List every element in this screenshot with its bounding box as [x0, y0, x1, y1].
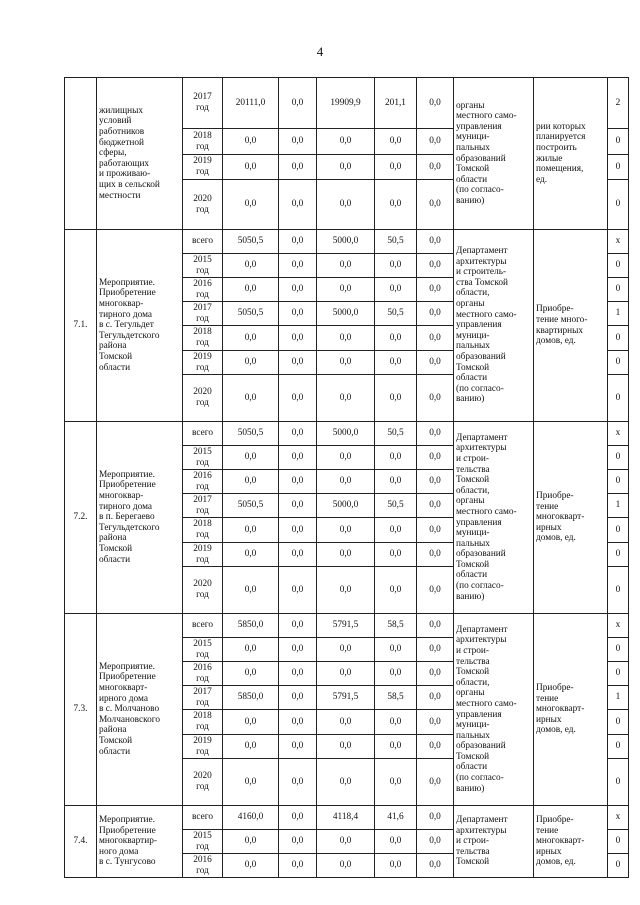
- page-number: 4: [316, 44, 324, 59]
- other-cell: 0,0: [417, 806, 454, 830]
- local-cell: 0,0: [375, 759, 417, 806]
- executor-cell: Департамент архитектуры и строитель- ства Томской области, органы местного само- управления муници- пальных образований Томской области (по согласо- ванию): [454, 230, 534, 422]
- period-cell: всего: [183, 614, 223, 638]
- regional-cell: 0,0: [317, 567, 375, 614]
- federal-cell: 0,0: [279, 446, 317, 470]
- regional-cell: 0,0: [317, 830, 375, 854]
- period-cell: 2018 год: [183, 518, 223, 543]
- local-cell: 0,0: [375, 446, 417, 470]
- period-cell: 2017 год: [183, 686, 223, 710]
- total-cell: 0,0: [223, 375, 279, 422]
- local-cell: 0,0: [375, 830, 417, 854]
- item-name: Мероприятие. Приобретение многоквар- тирного дома в п. Берегаево Тегульдетского района Томской области: [97, 422, 183, 614]
- target-value-cell: 0: [608, 735, 629, 759]
- other-cell: 0,0: [417, 351, 454, 375]
- federal-cell: 0,0: [279, 543, 317, 567]
- regional-cell: 0,0: [317, 129, 375, 155]
- total-cell: 0,0: [223, 662, 279, 686]
- total-cell: 0,0: [223, 518, 279, 543]
- table-row: [65, 422, 629, 446]
- total-cell: 5050,5: [223, 422, 279, 446]
- total-cell: 0,0: [223, 567, 279, 614]
- regional-cell: 19909,9: [317, 78, 375, 129]
- regional-cell: 0,0: [317, 854, 375, 878]
- target-value-cell: 0: [608, 180, 629, 230]
- local-cell: 50,5: [375, 302, 417, 326]
- regional-cell: 5000,0: [317, 422, 375, 446]
- total-cell: 0,0: [223, 830, 279, 854]
- local-cell: 0,0: [375, 375, 417, 422]
- indicator-cell: Приобре- тение многокварт- ирных домов, ед.: [534, 614, 608, 806]
- other-cell: 0,0: [417, 470, 454, 494]
- federal-cell: 0,0: [279, 78, 317, 129]
- federal-cell: 0,0: [279, 735, 317, 759]
- federal-cell: 0,0: [279, 518, 317, 543]
- period-cell: 2019 год: [183, 735, 223, 759]
- local-cell: 0,0: [375, 278, 417, 302]
- executor-cell: Департамент архитектуры и строи- тельства Томской области, органы местного само- управления муници- пальных образований Томской области (по согласо- ванию): [454, 422, 534, 614]
- period-cell: всего: [183, 230, 223, 254]
- period-cell: 2020 год: [183, 759, 223, 806]
- period-cell: 2017 год: [183, 78, 223, 129]
- target-value-cell: 0: [608, 830, 629, 854]
- federal-cell: 0,0: [279, 326, 317, 351]
- table-row: [65, 78, 629, 129]
- target-value-cell: 0: [608, 854, 629, 878]
- total-cell: 0,0: [223, 759, 279, 806]
- federal-cell: 0,0: [279, 375, 317, 422]
- other-cell: 0,0: [417, 155, 454, 180]
- local-cell: 58,5: [375, 614, 417, 638]
- period-cell: 2015 год: [183, 446, 223, 470]
- other-cell: 0,0: [417, 662, 454, 686]
- total-cell: 0,0: [223, 470, 279, 494]
- target-value-cell: 0: [608, 759, 629, 806]
- local-cell: 58,5: [375, 686, 417, 710]
- local-cell: 0,0: [375, 155, 417, 180]
- other-cell: 0,0: [417, 254, 454, 278]
- other-cell: 0,0: [417, 278, 454, 302]
- federal-cell: 0,0: [279, 180, 317, 230]
- local-cell: 0,0: [375, 567, 417, 614]
- period-cell: 2015 год: [183, 638, 223, 662]
- target-value-cell: 0: [608, 278, 629, 302]
- local-cell: 0,0: [375, 180, 417, 230]
- target-value-cell: 0: [608, 254, 629, 278]
- local-cell: 201,1: [375, 78, 417, 129]
- federal-cell: 0,0: [279, 662, 317, 686]
- other-cell: 0,0: [417, 422, 454, 446]
- federal-cell: 0,0: [279, 494, 317, 518]
- federal-cell: 0,0: [279, 470, 317, 494]
- local-cell: 50,5: [375, 494, 417, 518]
- target-value-cell: 0: [608, 662, 629, 686]
- federal-cell: 0,0: [279, 254, 317, 278]
- program-table: [64, 77, 629, 878]
- item-name: Мероприятие. Приобретение многоквартир- ного дома в с. Тунгусово: [97, 806, 183, 878]
- federal-cell: 0,0: [279, 351, 317, 375]
- regional-cell: 5000,0: [317, 302, 375, 326]
- executor-cell: Департамент архитектуры и строи- тельства Томской области, органы местного само- управления муници- пальных образований Томской области (по согласо- ванию): [454, 614, 534, 806]
- item-number: 7.3.: [65, 614, 97, 806]
- other-cell: 0,0: [417, 567, 454, 614]
- total-cell: 4160,0: [223, 806, 279, 830]
- regional-cell: 0,0: [317, 662, 375, 686]
- total-cell: 0,0: [223, 254, 279, 278]
- regional-cell: 0,0: [317, 518, 375, 543]
- other-cell: 0,0: [417, 302, 454, 326]
- period-cell: 2015 год: [183, 830, 223, 854]
- other-cell: 0,0: [417, 854, 454, 878]
- target-value-cell: x: [608, 422, 629, 446]
- federal-cell: 0,0: [279, 567, 317, 614]
- other-cell: 0,0: [417, 129, 454, 155]
- indicator-cell: Приобре- тение многокварт- ирных домов, ед.: [534, 806, 608, 878]
- federal-cell: 0,0: [279, 686, 317, 710]
- target-value-cell: 2: [608, 78, 629, 129]
- regional-cell: 5000,0: [317, 230, 375, 254]
- total-cell: 5850,0: [223, 686, 279, 710]
- regional-cell: 0,0: [317, 278, 375, 302]
- period-cell: 2019 год: [183, 543, 223, 567]
- period-cell: всего: [183, 806, 223, 830]
- target-value-cell: 0: [608, 129, 629, 155]
- target-value-cell: 0: [608, 155, 629, 180]
- other-cell: 0,0: [417, 735, 454, 759]
- regional-cell: 5791,5: [317, 686, 375, 710]
- federal-cell: 0,0: [279, 759, 317, 806]
- target-value-cell: 0: [608, 518, 629, 543]
- federal-cell: 0,0: [279, 830, 317, 854]
- regional-cell: 0,0: [317, 710, 375, 735]
- regional-cell: 0,0: [317, 326, 375, 351]
- period-cell: всего: [183, 422, 223, 446]
- period-cell: 2016 год: [183, 470, 223, 494]
- period-cell: 2019 год: [183, 351, 223, 375]
- target-value-cell: 1: [608, 494, 629, 518]
- local-cell: 50,5: [375, 230, 417, 254]
- total-cell: 0,0: [223, 735, 279, 759]
- total-cell: 0,0: [223, 326, 279, 351]
- other-cell: 0,0: [417, 686, 454, 710]
- local-cell: 0,0: [375, 710, 417, 735]
- item-number: 7.2.: [65, 422, 97, 614]
- regional-cell: 0,0: [317, 638, 375, 662]
- local-cell: 0,0: [375, 326, 417, 351]
- local-cell: 0,0: [375, 854, 417, 878]
- target-value-cell: 1: [608, 302, 629, 326]
- federal-cell: 0,0: [279, 854, 317, 878]
- other-cell: 0,0: [417, 638, 454, 662]
- period-cell: 2020 год: [183, 375, 223, 422]
- regional-cell: 0,0: [317, 254, 375, 278]
- period-cell: 2017 год: [183, 302, 223, 326]
- total-cell: 0,0: [223, 710, 279, 735]
- item-name: Мероприятие. Приобретение многокварт- ирного дома в с. Молчаново Молчановского района Томской области: [97, 614, 183, 806]
- total-cell: 0,0: [223, 155, 279, 180]
- period-cell: 2017 год: [183, 494, 223, 518]
- federal-cell: 0,0: [279, 638, 317, 662]
- local-cell: 0,0: [375, 735, 417, 759]
- other-cell: 0,0: [417, 830, 454, 854]
- federal-cell: 0,0: [279, 278, 317, 302]
- target-value-cell: 1: [608, 686, 629, 710]
- federal-cell: 0,0: [279, 230, 317, 254]
- federal-cell: 0,0: [279, 806, 317, 830]
- executor-cell: органы местного само- управления муници- пальных образований Томской области (по согласо- ванию): [454, 78, 534, 230]
- total-cell: 0,0: [223, 278, 279, 302]
- other-cell: 0,0: [417, 710, 454, 735]
- other-cell: 0,0: [417, 446, 454, 470]
- regional-cell: 0,0: [317, 180, 375, 230]
- item-number: 7.1.: [65, 230, 97, 422]
- target-value-cell: 0: [608, 470, 629, 494]
- target-value-cell: 0: [608, 567, 629, 614]
- other-cell: 0,0: [417, 230, 454, 254]
- local-cell: 41,6: [375, 806, 417, 830]
- table-row: [65, 230, 629, 254]
- local-cell: 0,0: [375, 254, 417, 278]
- regional-cell: 0,0: [317, 759, 375, 806]
- period-cell: 2020 год: [183, 567, 223, 614]
- table-row: [65, 806, 629, 830]
- regional-cell: 0,0: [317, 735, 375, 759]
- other-cell: 0,0: [417, 494, 454, 518]
- period-cell: 2018 год: [183, 326, 223, 351]
- total-cell: 0,0: [223, 854, 279, 878]
- regional-cell: 0,0: [317, 470, 375, 494]
- item-number: [65, 78, 97, 230]
- target-value-cell: 0: [608, 543, 629, 567]
- indicator-cell: Приобре- тение многокварт- ирных домов, ед.: [534, 422, 608, 614]
- local-cell: 0,0: [375, 543, 417, 567]
- item-name: Мероприятие. Приобретение многоквар- тирного дома в с. Тегульдет Тегульдетского района Томской области: [97, 230, 183, 422]
- total-cell: 0,0: [223, 543, 279, 567]
- target-value-cell: 0: [608, 710, 629, 735]
- period-cell: 2018 год: [183, 710, 223, 735]
- total-cell: 0,0: [223, 638, 279, 662]
- item-number: 7.4.: [65, 806, 97, 878]
- regional-cell: 0,0: [317, 155, 375, 180]
- indicator-cell: рии которых планируется построить жилые помещения, ед.: [534, 78, 608, 230]
- total-cell: 0,0: [223, 446, 279, 470]
- local-cell: 0,0: [375, 351, 417, 375]
- regional-cell: 0,0: [317, 351, 375, 375]
- indicator-cell: Приобре- тение много- квартирных домов, ед.: [534, 230, 608, 422]
- other-cell: 0,0: [417, 759, 454, 806]
- federal-cell: 0,0: [279, 302, 317, 326]
- total-cell: 5050,5: [223, 230, 279, 254]
- target-value-cell: x: [608, 806, 629, 830]
- federal-cell: 0,0: [279, 155, 317, 180]
- federal-cell: 0,0: [279, 129, 317, 155]
- regional-cell: 5791,5: [317, 614, 375, 638]
- total-cell: 5850,0: [223, 614, 279, 638]
- executor-cell: Департамент архитектуры и строи- тельства Томской: [454, 806, 534, 878]
- total-cell: 0,0: [223, 129, 279, 155]
- target-value-cell: 0: [608, 375, 629, 422]
- regional-cell: 0,0: [317, 375, 375, 422]
- local-cell: 0,0: [375, 129, 417, 155]
- period-cell: 2018 год: [183, 129, 223, 155]
- total-cell: 5050,5: [223, 302, 279, 326]
- total-cell: 0,0: [223, 180, 279, 230]
- other-cell: 0,0: [417, 78, 454, 129]
- item-name: жилищных условий работников бюджетной сферы, работающих и проживаю- щих в сельской местности: [97, 78, 183, 230]
- target-value-cell: x: [608, 614, 629, 638]
- local-cell: 0,0: [375, 470, 417, 494]
- local-cell: 50,5: [375, 422, 417, 446]
- total-cell: 5050,5: [223, 494, 279, 518]
- period-cell: 2019 год: [183, 155, 223, 180]
- federal-cell: 0,0: [279, 422, 317, 446]
- other-cell: 0,0: [417, 326, 454, 351]
- other-cell: 0,0: [417, 180, 454, 230]
- regional-cell: 0,0: [317, 543, 375, 567]
- target-value-cell: x: [608, 230, 629, 254]
- table-row: [65, 614, 629, 638]
- total-cell: 20111,0: [223, 78, 279, 129]
- local-cell: 0,0: [375, 662, 417, 686]
- target-value-cell: 0: [608, 446, 629, 470]
- period-cell: 2015 год: [183, 254, 223, 278]
- target-value-cell: 0: [608, 326, 629, 351]
- period-cell: 2020 год: [183, 180, 223, 230]
- regional-cell: 4118,4: [317, 806, 375, 830]
- federal-cell: 0,0: [279, 710, 317, 735]
- regional-cell: 0,0: [317, 446, 375, 470]
- other-cell: 0,0: [417, 614, 454, 638]
- local-cell: 0,0: [375, 638, 417, 662]
- target-value-cell: 0: [608, 638, 629, 662]
- local-cell: 0,0: [375, 518, 417, 543]
- period-cell: 2016 год: [183, 662, 223, 686]
- other-cell: 0,0: [417, 543, 454, 567]
- total-cell: 0,0: [223, 351, 279, 375]
- period-cell: 2016 год: [183, 278, 223, 302]
- other-cell: 0,0: [417, 518, 454, 543]
- period-cell: 2016 год: [183, 854, 223, 878]
- regional-cell: 5000,0: [317, 494, 375, 518]
- target-value-cell: 0: [608, 351, 629, 375]
- other-cell: 0,0: [417, 375, 454, 422]
- federal-cell: 0,0: [279, 614, 317, 638]
